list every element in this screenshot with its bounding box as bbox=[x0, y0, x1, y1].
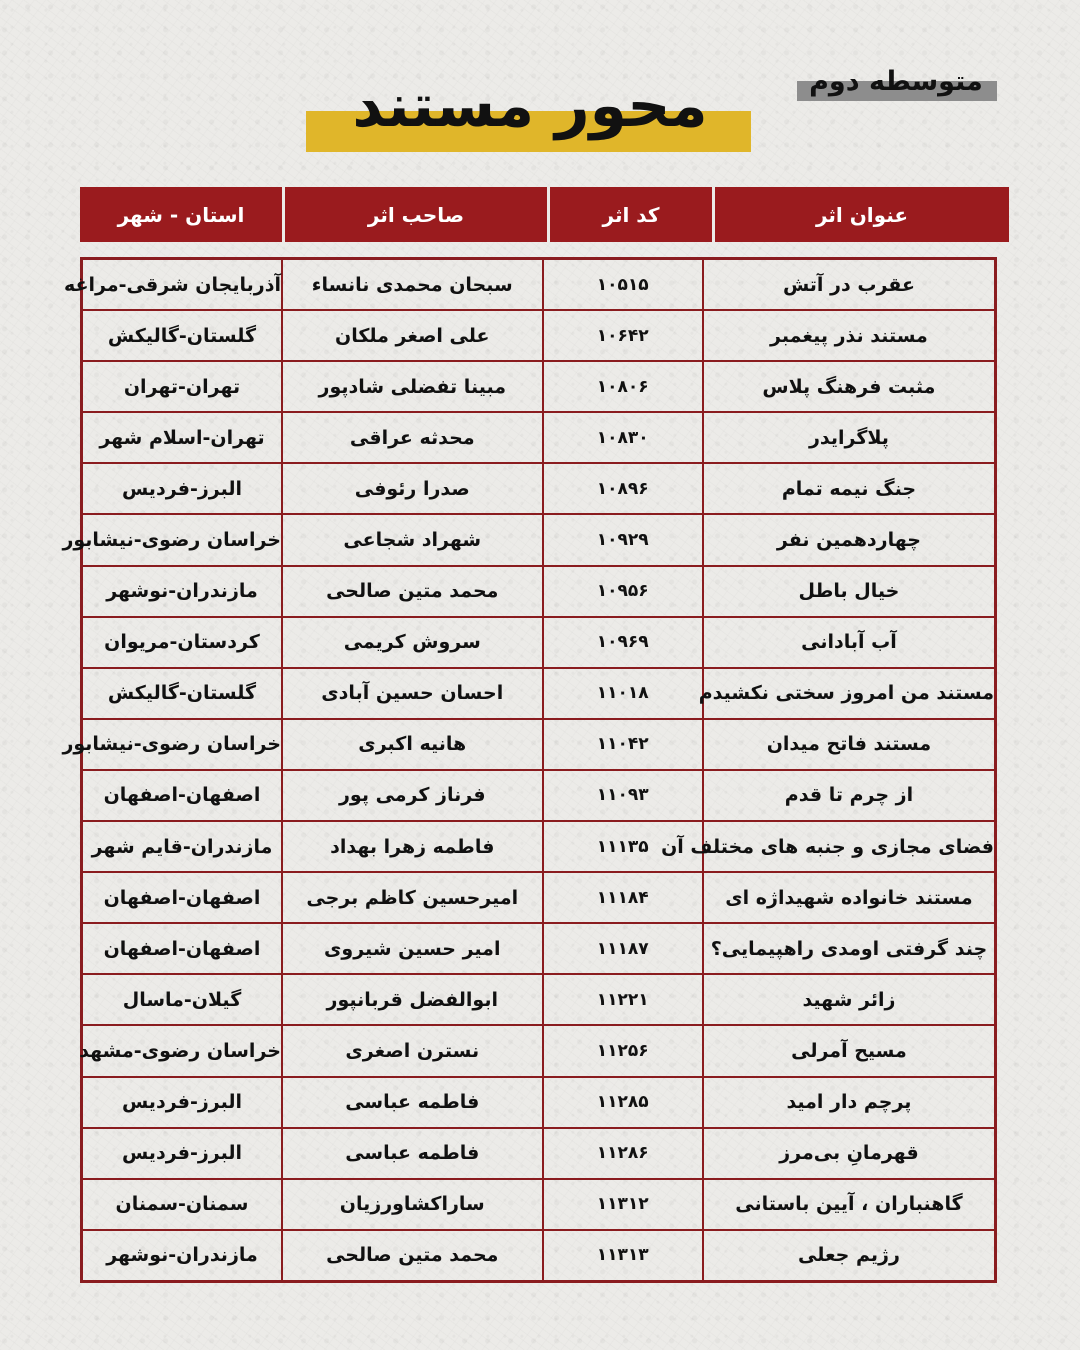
cell-title: مستند نذر پیغمبر bbox=[703, 310, 996, 361]
table-row bbox=[82, 1025, 996, 1076]
table-header bbox=[80, 187, 1009, 242]
cell-code: ۱۰۶۴۲ bbox=[543, 310, 703, 361]
cell-location: اصفهان-اصفهان bbox=[82, 923, 282, 974]
cell-title: مسیح آمرلی bbox=[703, 1025, 996, 1076]
cell-title: عقرب در آتش bbox=[703, 259, 996, 311]
header-row bbox=[80, 187, 1009, 242]
table-row bbox=[82, 1077, 996, 1128]
cell-owner: هانیه اکبری bbox=[282, 719, 543, 770]
cell-location: گیلان-ماسال bbox=[82, 974, 282, 1025]
cell-title: رژیم جعلی bbox=[703, 1230, 996, 1282]
cell-title: مستند من امروز سختی نکشیدم bbox=[703, 668, 996, 719]
cell-code: ۱۱۲۵۶ bbox=[543, 1025, 703, 1076]
cell-owner: نسترن اصغری bbox=[282, 1025, 543, 1076]
cell-title: مثبت فرهنگ پلاس bbox=[703, 361, 996, 412]
cell-location: البرز-فردیس bbox=[82, 1077, 282, 1128]
cell-title: زائر شهید bbox=[703, 974, 996, 1025]
cell-code: ۱۰۸۰۶ bbox=[543, 361, 703, 412]
cell-owner: محمد متین صالحی bbox=[282, 1230, 543, 1282]
cell-location: خراسان رضوی-نیشابور bbox=[82, 719, 282, 770]
header-cell-owner: صاحب اثر bbox=[284, 187, 549, 242]
cell-location: گلستان-گالیکش bbox=[82, 310, 282, 361]
table-row bbox=[82, 719, 996, 770]
table-row bbox=[82, 974, 996, 1025]
cell-owner: مبینا تفضلی شادپور bbox=[282, 361, 543, 412]
cell-owner: ابوالفضل قربانپور bbox=[282, 974, 543, 1025]
cell-title: گاهنباران ، آیین باستانی bbox=[703, 1179, 996, 1230]
cell-owner: علی اصغر ملکان bbox=[282, 310, 543, 361]
cell-location: مازندران-نوشهر bbox=[82, 1230, 282, 1282]
cell-owner: فرناز کرمی پور bbox=[282, 770, 543, 821]
table-row bbox=[82, 412, 996, 463]
cell-location: اصفهان-اصفهان bbox=[82, 872, 282, 923]
table-row bbox=[82, 617, 996, 668]
cell-title: جنگ نیمه تمام bbox=[703, 463, 996, 514]
cell-title: چهاردهمین نفر bbox=[703, 514, 996, 565]
cell-code: ۱۰۸۹۶ bbox=[543, 463, 703, 514]
cell-location: اصفهان-اصفهان bbox=[82, 770, 282, 821]
cell-location: کردستان-مریوان bbox=[82, 617, 282, 668]
cell-code: ۱۱۲۲۱ bbox=[543, 974, 703, 1025]
cell-title: قهرمانِ بی‌مرز bbox=[703, 1128, 996, 1179]
cell-owner: محمد متین صالحی bbox=[282, 566, 543, 617]
cell-code: ۱۰۹۵۶ bbox=[543, 566, 703, 617]
cell-location: تهران-تهران bbox=[82, 361, 282, 412]
table-row bbox=[82, 566, 996, 617]
page-title: محور مستند bbox=[352, 71, 708, 141]
cell-location: آذربایجان شرقی-مراغه bbox=[82, 259, 282, 311]
cell-code: ۱۰۹۲۹ bbox=[543, 514, 703, 565]
grade-label: متوسطه دوم bbox=[809, 66, 983, 97]
cell-code: ۱۰۹۶۹ bbox=[543, 617, 703, 668]
cell-owner: احسان حسین آبادی bbox=[282, 668, 543, 719]
cell-location: سمنان-سمنان bbox=[82, 1179, 282, 1230]
works-table bbox=[62, 257, 997, 1283]
cell-code: ۱۱۰۱۸ bbox=[543, 668, 703, 719]
cell-owner: سبحان محمدی نانساء bbox=[282, 259, 543, 311]
cell-code: ۱۱۰۹۳ bbox=[543, 770, 703, 821]
cell-owner: ساراکشاورزیان bbox=[282, 1179, 543, 1230]
table-row bbox=[82, 923, 996, 974]
table-row bbox=[82, 770, 996, 821]
cell-title: از چرم تا قدم bbox=[703, 770, 996, 821]
table-row bbox=[82, 1128, 996, 1179]
cell-code: ۱۱۱۸۷ bbox=[543, 923, 703, 974]
cell-location: تهران-اسلام شهر bbox=[82, 412, 282, 463]
cell-title: فضای مجازی و جنبه های مختلف آن bbox=[703, 821, 996, 872]
cell-location: گلستان-گالیکش bbox=[82, 668, 282, 719]
cell-title: خیال باطل bbox=[703, 566, 996, 617]
table-row bbox=[82, 821, 996, 872]
cell-owner: فاطمه عباسی bbox=[282, 1077, 543, 1128]
cell-title: چند گرفتی اومدی راهپیمایی؟ bbox=[703, 923, 996, 974]
header-cell-code: کد اثر bbox=[549, 187, 714, 242]
table-row bbox=[82, 259, 996, 311]
cell-title: پرچم دار امید bbox=[703, 1077, 996, 1128]
table-row bbox=[82, 514, 996, 565]
cell-location: البرز-فردیس bbox=[82, 463, 282, 514]
cell-code: ۱۱۲۸۶ bbox=[543, 1128, 703, 1179]
cell-code: ۱۱۳۱۲ bbox=[543, 1179, 703, 1230]
table-row bbox=[82, 1230, 996, 1282]
cell-owner: فاطمه زهرا بهداد bbox=[282, 821, 543, 872]
cell-code: ۱۱۲۸۵ bbox=[543, 1077, 703, 1128]
table-row bbox=[82, 310, 996, 361]
cell-owner: صدرا رئوفی bbox=[282, 463, 543, 514]
cell-owner: فاطمه عباسی bbox=[282, 1128, 543, 1179]
works-table-body bbox=[62, 259, 996, 1282]
cell-title: مستند فاتح میدان bbox=[703, 719, 996, 770]
cell-title: مستند خانواده شهیداژه ای bbox=[703, 872, 996, 923]
table-row bbox=[82, 668, 996, 719]
cell-owner: شهراد شجاعی bbox=[282, 514, 543, 565]
cell-code: ۱۱۳۱۳ bbox=[543, 1230, 703, 1282]
cell-location: خراسان رضوی-مشهد bbox=[82, 1025, 282, 1076]
header-cell-title: عنوان اثر bbox=[714, 187, 1010, 242]
cell-code: ۱۱۰۴۲ bbox=[543, 719, 703, 770]
cell-owner: سروش کریمی bbox=[282, 617, 543, 668]
cell-code: ۱۰۵۱۵ bbox=[543, 259, 703, 311]
cell-code: ۱۱۱۸۴ bbox=[543, 872, 703, 923]
cell-owner: امیر حسین شیروی bbox=[282, 923, 543, 974]
table-row bbox=[82, 463, 996, 514]
cell-location: مازندران-قایم شهر bbox=[82, 821, 282, 872]
cell-title: آب آبادانی bbox=[703, 617, 996, 668]
cell-location: البرز-فردیس bbox=[82, 1128, 282, 1179]
cell-location: مازندران-نوشهر bbox=[82, 566, 282, 617]
cell-owner: امیرحسین کاظم برجی bbox=[282, 872, 543, 923]
cell-code: ۱۱۱۳۵ bbox=[543, 821, 703, 872]
cell-location: خراسان رضوی-نیشابور bbox=[82, 514, 282, 565]
table-row bbox=[82, 1179, 996, 1230]
cell-owner: محدثه عراقی bbox=[282, 412, 543, 463]
cell-code: ۱۰۸۳۰ bbox=[543, 412, 703, 463]
cell-title: پلاگرایدر bbox=[703, 412, 996, 463]
header-cell-location: استان - شهر bbox=[80, 187, 284, 242]
table-row bbox=[82, 872, 996, 923]
table-row bbox=[82, 361, 996, 412]
